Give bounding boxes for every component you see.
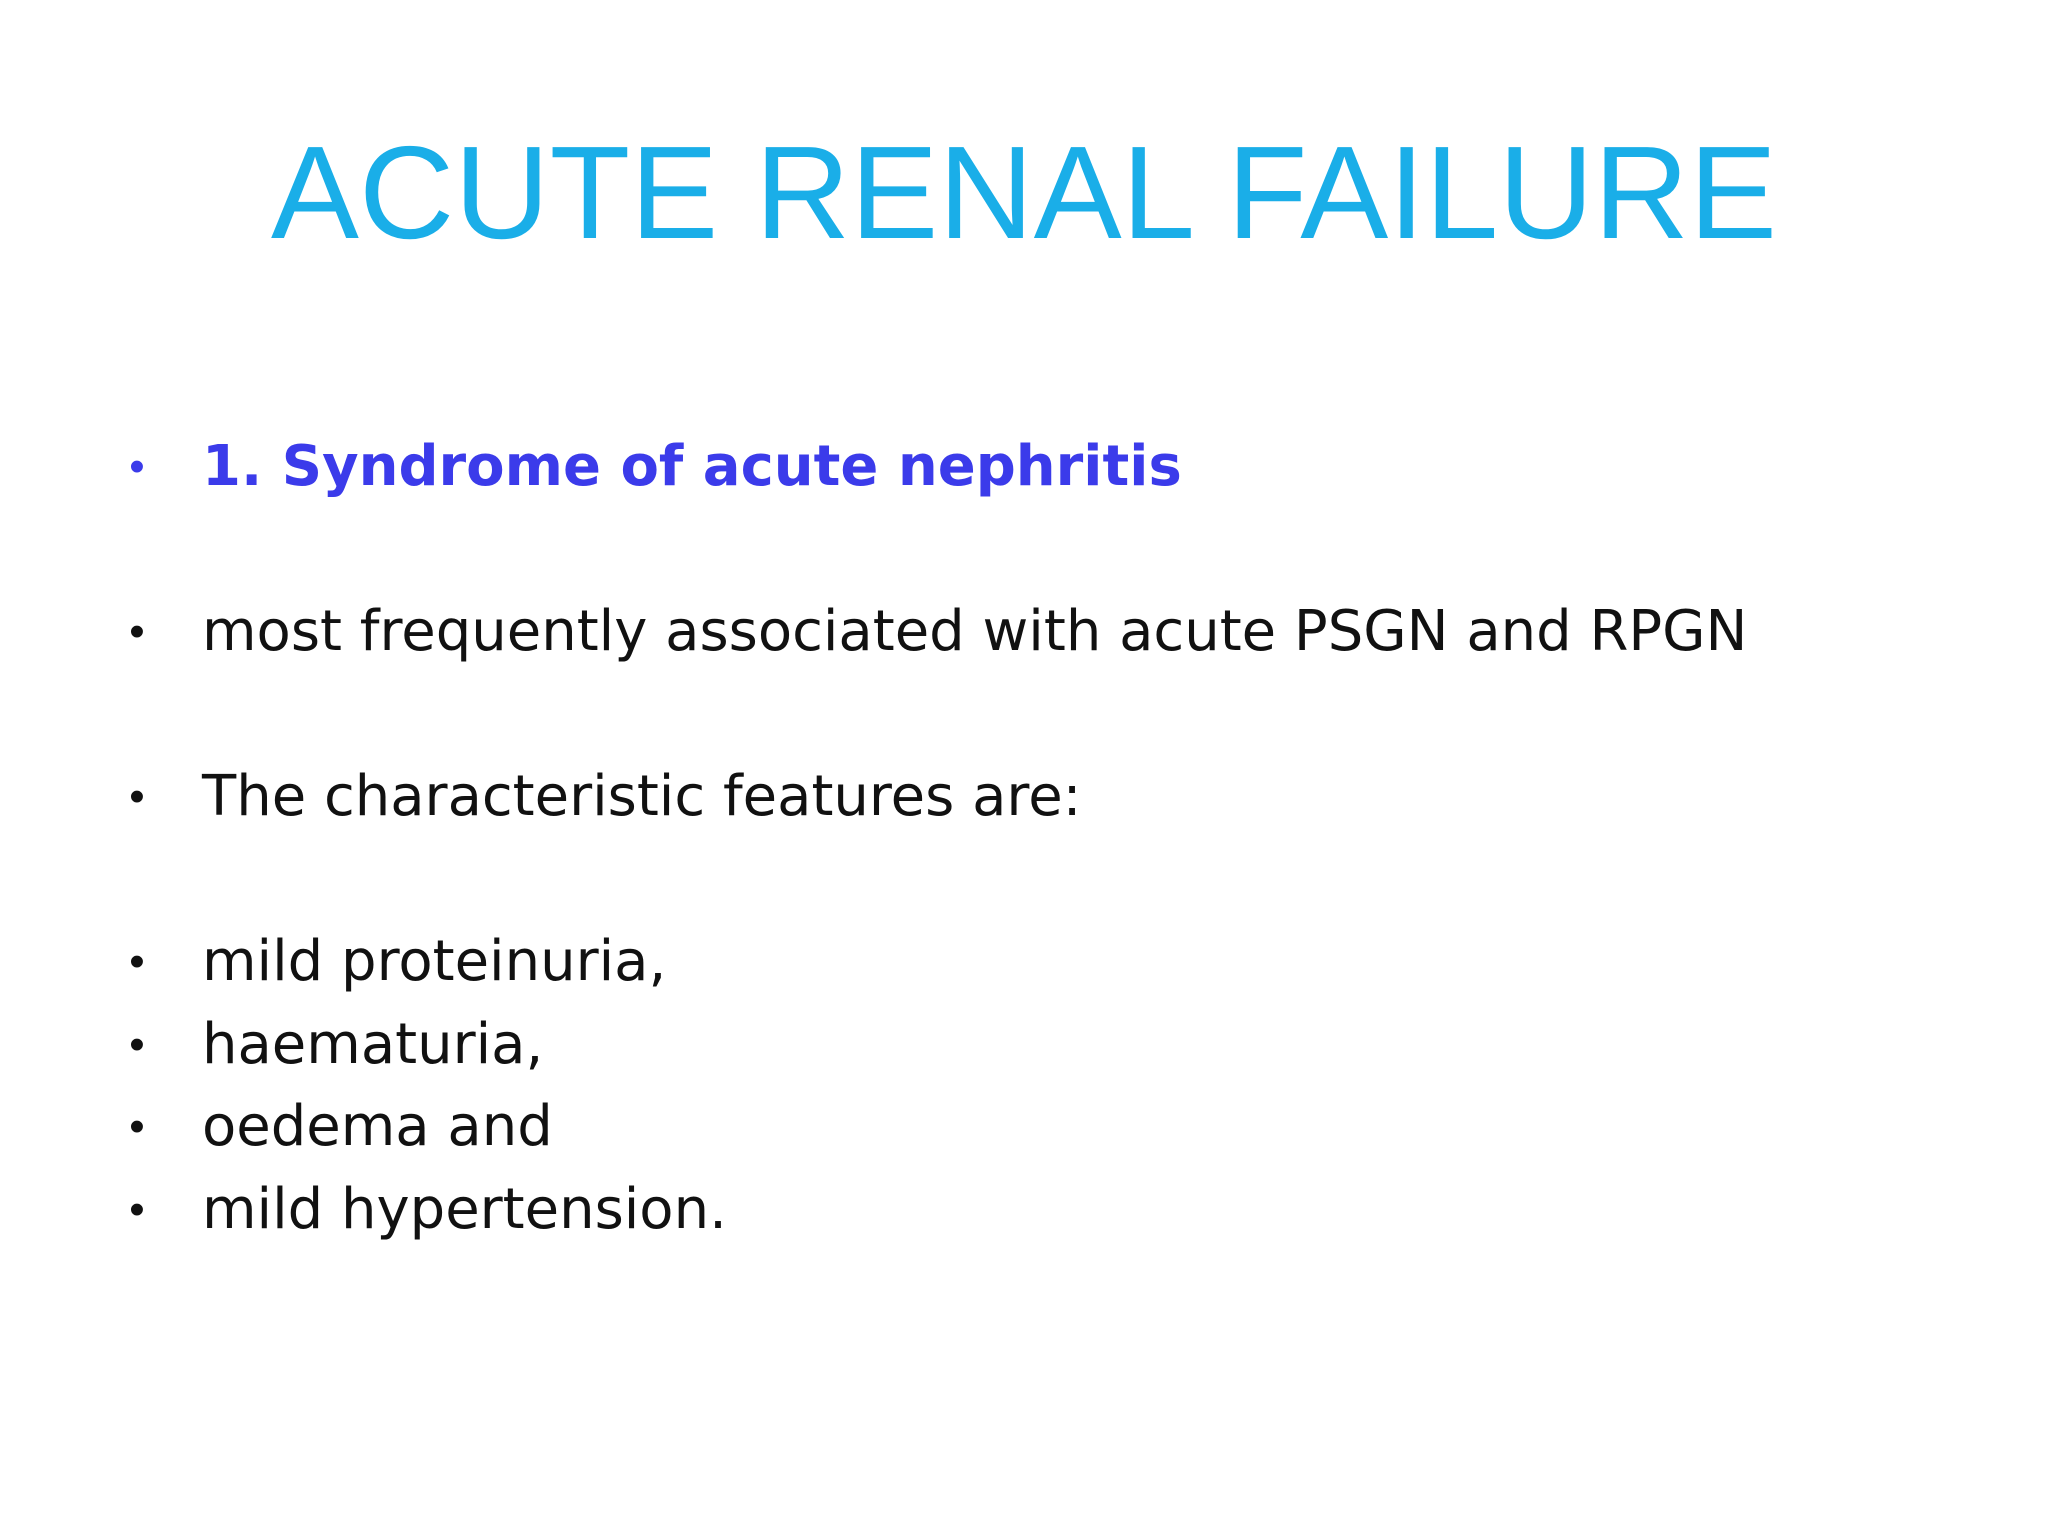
bullet-text: mild proteinuria,: [202, 929, 667, 994]
bullet-icon: •: [129, 1102, 145, 1151]
bullet-icon: •: [129, 1185, 145, 1234]
bullet-item: [0, 1170, 2048, 1250]
bullet-item: [0, 757, 2048, 837]
bullet-item: [0, 1087, 2048, 1167]
bullet-text: haematuria,: [202, 1012, 544, 1077]
bullet-icon: •: [129, 607, 145, 656]
bullet-icon: •: [129, 1020, 145, 1069]
bullet-icon: •: [129, 772, 145, 821]
bullet-item: [0, 1005, 2048, 1085]
bullet-icon: •: [129, 937, 145, 986]
bullet-text: 1. Syndrome of acute nephritis: [202, 434, 1182, 499]
bullet-text: most frequently associated with acute PSGN and RPGN: [202, 599, 1748, 664]
bullet-item: [0, 592, 2048, 672]
bullet-item: [0, 922, 2048, 1002]
slide-title: ACUTE RENAL FAILURE: [270, 119, 1778, 266]
bullet-text: oedema and: [202, 1094, 553, 1159]
bullet-text: The characteristic features are:: [202, 764, 1082, 829]
bullet-text: mild hypertension.: [202, 1177, 727, 1242]
bullet-icon: •: [129, 442, 145, 491]
bullet-item-heading: [0, 427, 2048, 507]
